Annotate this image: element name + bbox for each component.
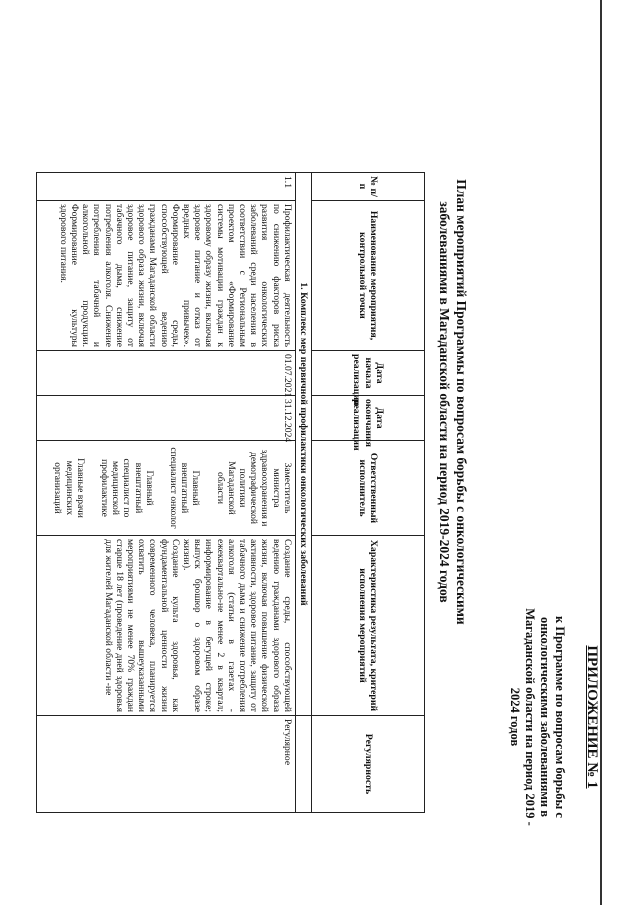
row-result <box>37 536 296 716</box>
header-result: Характеристика результата, критерий исполнения мероприятий <box>312 536 425 716</box>
row-responsible <box>37 441 296 536</box>
responsible-2: Главный внештатный специалист онколог <box>167 447 202 529</box>
row-name: Профилактическая деятельность по снижению факторов риска развития онкологических заболеваний среди населения в соответствии с Региональным проектом «Формирование системы мотивации граждан к здоровому образу жизни, включая здоровое питание и отказ от вредных привычек». Формирование среды, способствующей ведению гражданами Магаданской области здорового образа жизни, включая здоровое питание, защиту от табачного дыма, снижение потребления алкоголя. Снижение потребления табачной и алкогольной продукции. Формирование культуры здорового питания. <box>37 201 296 351</box>
header-num: № п/п <box>312 173 425 201</box>
result-paragraph-1: Создание среды, способствующей ведению гражданами здорового образа жизни, включая повышение физической активности, здоровое питание, защиту от табачного дыма и снижение потребления алкоголя (статьи в газетах - ежеквартально-не менее 2 в квартал; информирование в бегущей строке; выпуск брошюр о здоровом образе жизни). <box>180 539 293 712</box>
header-regularity: Регулярность <box>312 716 425 813</box>
header-end: Дата окончания реализации <box>312 396 425 441</box>
table-header-row <box>312 173 425 813</box>
section-empty-cell <box>295 716 311 813</box>
row-num: 1.1 <box>37 173 296 201</box>
header-responsible: Ответственный исполнитель <box>312 441 425 536</box>
row-regularity: Регулярное <box>37 716 296 813</box>
row-start-date: 01.07.2021 <box>37 351 296 396</box>
appendix-subtitle: к Программе по вопросам борьбы с онкологическими заболеваниями в Магаданской области на период 2019 - 2024 годов <box>508 608 567 826</box>
result-paragraph-2: Создание культа здоровья, как фундаментальной ценности жизни современного человека, планируется охватить вышеуказанными мероприятиями не менее 70% граждан старше 18 лет (проведение дней здоровья для жителей Магаданской области -не <box>102 539 181 712</box>
appendix-number: ПРИЛОЖЕНИЕ № 1 <box>584 645 600 789</box>
document-page <box>52 22 640 842</box>
appendix-header <box>507 597 600 837</box>
section-row <box>295 173 311 813</box>
plan-table <box>36 172 425 813</box>
plan-title: План мероприятий Программы по вопросам борьбы с онкологическими заболеваниями в Магаданской области на период 2019-2024 годов <box>437 179 469 625</box>
table-row <box>37 173 296 813</box>
responsible-3: Главный внештатный специалист по медицинской профилактике <box>98 458 155 518</box>
responsible-1: Заместитель министра здравоохранения и демографической политики Магаданской области <box>214 449 293 527</box>
responsible-4: Главные врачи медицинских организаций <box>52 458 86 518</box>
section-title: 1. Комплекс мер первичной профилактики онкологических заболеваний <box>295 173 311 716</box>
header-start: Дата начала реализации <box>312 351 425 396</box>
header-name: Наименование мероприятия, контрольной точки <box>312 201 425 351</box>
row-end-date: 31.12.2024 <box>37 396 296 441</box>
